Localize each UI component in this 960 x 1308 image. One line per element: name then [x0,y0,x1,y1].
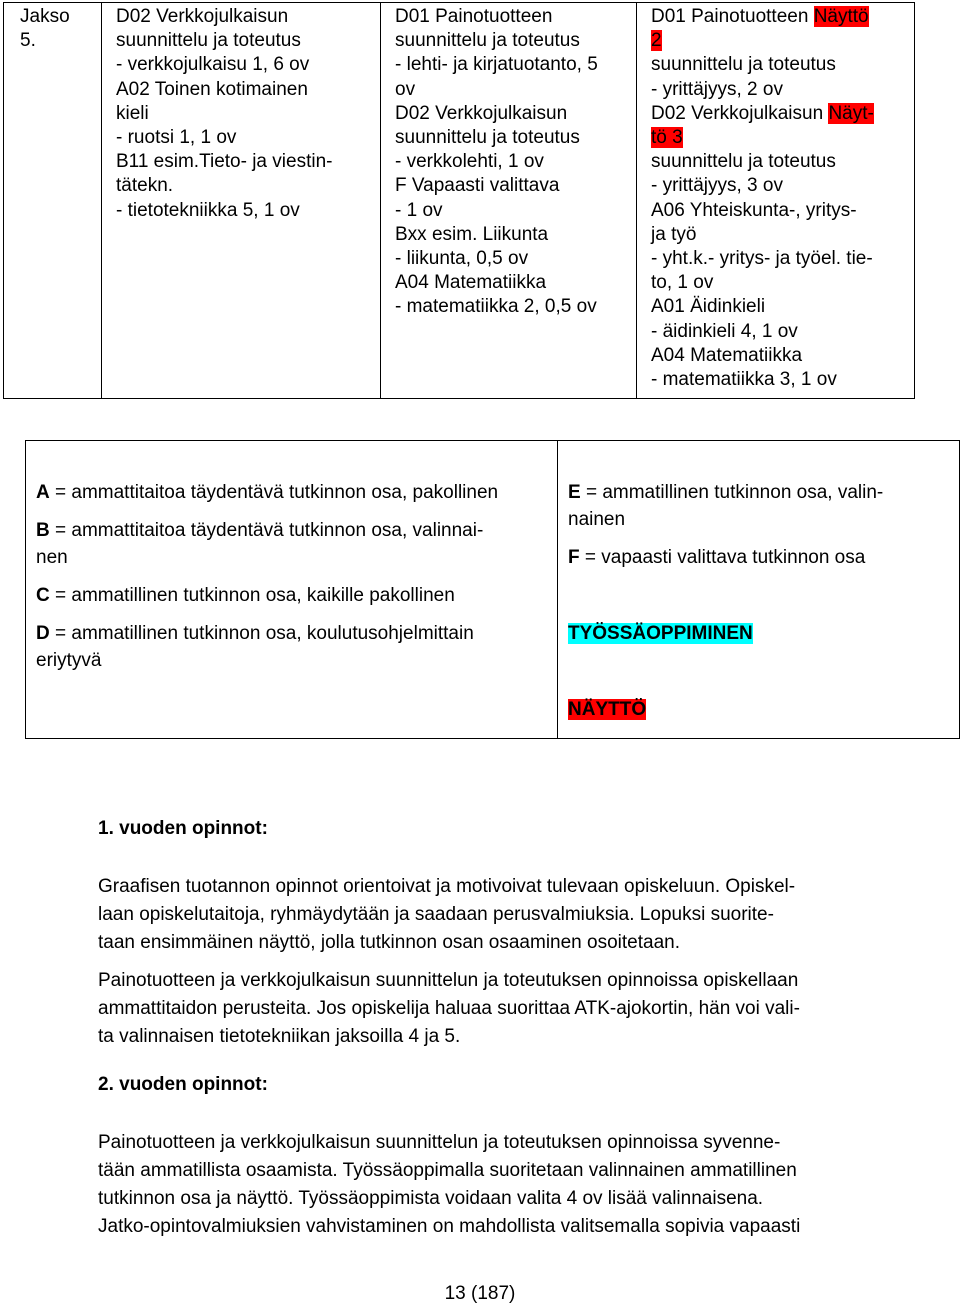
course-line: suunnittelu ja toteutus [651,54,836,76]
legend-item-c [36,582,557,609]
page-number: 13 (187) [444,1283,516,1304]
naytto-mark: Näyt- [828,102,874,124]
legend-text: = vapaasti valittava tutkinnon osa [579,547,866,568]
course-cell-3 [637,3,915,399]
course-line: - yht.k.- yritys- ja työel. tie- [651,248,873,270]
course-line: suunnittelu ja toteutus [116,30,301,52]
legend-text: = ammatillinen tutkinnon osa, koulutusohjelmittain [49,623,474,644]
legend-text: = ammatillinen tutkinnon osa, valin- [580,482,884,503]
naytto-mark: Näyttö [813,6,869,27]
course-line: A04 Matematiikka [395,272,547,294]
section-heading-year-1: 1. vuoden opinnot: [98,818,268,839]
legend-left-cell [26,441,558,739]
paragraph [98,967,898,1051]
tyossaoppiminen-label: TYÖSSÄOPPIMINEN [568,623,753,644]
course-line: A02 Toinen kotimainen [116,78,308,100]
course-line: to, 1 ov [651,272,714,294]
legend-text-cont: nen [36,547,68,568]
legend-text: = ammatillinen tutkinnon osa, kaikille pakollinen [49,585,455,606]
course-line: ov [395,78,416,100]
tyossaoppiminen-legend [568,620,959,647]
legend-right-cell [558,441,960,739]
legend-key: D [36,623,50,644]
course-line: suunnittelu ja toteutus [395,127,580,149]
course-line: ja työ [651,223,697,245]
course-line: - matematiikka 3, 1 ov [651,369,837,391]
legend-item-d [36,620,557,647]
period-cell [4,3,102,399]
course-line: - lehti- ja kirjatuotanto, 5 [395,54,598,76]
paragraph-line: tutkinnon osa ja näyttö. Työssäoppimista voidaan valita 4 ov lisää valinnaisena. [98,1188,764,1209]
period-label: Jakso [20,6,70,27]
course-line [651,29,914,53]
legend-key: A [36,482,50,503]
course-cell-2 [381,3,637,399]
paragraph [98,873,898,957]
paragraph-line: ammattitaidon perusteita. Jos opiskelija haluaa suorittaa ATK-ajokortin, hän voi vali- [98,998,800,1019]
course-line: F Vapaasti valittava [395,175,560,197]
course-line: D02 Verkkojulkaisun [116,6,289,27]
course-line [651,5,914,29]
legend-item-f [568,544,959,571]
course-line: - verkkolehti, 1 ov [395,151,544,173]
paragraph-line: taan ensimmäinen näyttö, jolla tutkinnon osan osaaminen osoitetaan. [98,932,680,953]
naytto-label: NÄYTTÖ [568,699,647,720]
course-line: D02 Verkkojulkaisun [395,102,568,124]
paragraph-line: Jatko-opintovalmiuksien vahvistaminen on mahdollista valitsemalla sopivia vapaasti [98,1216,801,1237]
course-line: - tietotekniikka 5, 1 ov [116,199,300,221]
paragraph [98,1129,898,1241]
paragraph-line: Painotuotteen ja verkkojulkaisun suunnittelun ja toteutuksen opinnoissa opiskellaan [98,970,799,991]
course-line [651,102,914,126]
course-line: - liikunta, 0,5 ov [395,248,529,270]
course-line: tätekn. [116,175,174,197]
legend-item-e [568,479,959,506]
course-line: - yrittäjyys, 3 ov [651,175,783,197]
legend-item-b [36,517,557,544]
course-line: kieli [116,102,149,124]
legend-item-a [36,479,557,506]
course-line: - äidinkieli 4, 1 ov [651,320,798,342]
section-heading-year-2: 2. vuoden opinnot: [98,1074,268,1095]
paragraph-line: tään ammatillista osaamista. Työssäoppimalla suoritetaan valinnainen ammatillinen [98,1160,797,1181]
legend-table [25,440,960,739]
course-line: - ruotsi 1, 1 ov [116,127,237,149]
legend-key: B [36,520,50,541]
body-text [98,815,898,1241]
study-schedule-table [3,2,915,399]
course-line: suunnittelu ja toteutus [651,151,836,173]
naytto-mark: tö 3 [651,127,683,149]
course-text: D01 Painotuotteen [651,6,814,27]
period-number: 5. [20,30,36,52]
course-line: Bxx esim. Liikunta [395,223,549,245]
course-line: suunnittelu ja toteutus [395,30,580,52]
legend-key: C [36,585,50,606]
legend-row [26,441,960,739]
legend-text-cont: eriytyvä [36,650,102,671]
course-line: A06 Yhteiskunta-, yritys- [651,199,857,221]
course-line: B11 esim.Tieto- ja viestin- [116,151,333,173]
paragraph-line: Painotuotteen ja verkkojulkaisun suunnittelun ja toteutuksen opinnoissa syvenne- [98,1132,781,1153]
course-line: - yrittäjyys, 2 ov [651,78,783,100]
legend-text: = ammattitaitoa täydentävä tutkinnon osa, pakollinen [49,482,499,503]
schedule-row [4,3,915,399]
course-line [651,126,914,150]
course-line: - 1 ov [395,199,443,221]
course-line: D01 Painotuotteen [395,6,553,27]
legend-key: E [568,482,581,503]
legend-text: = ammattitaitoa täydentävä tutkinnon osa, valinnai- [49,520,484,541]
course-line: A01 Äidinkieli [651,296,766,318]
legend-text-cont: nainen [568,509,626,530]
paragraph-line: laan opiskelutaitoja, ryhmäydytään ja saadaan perusvalmiuksia. Lopuksi suorite- [98,904,774,925]
course-line: - matematiikka 2, 0,5 ov [395,296,597,318]
course-text: D02 Verkkojulkaisun [651,102,829,124]
paragraph-line: Graafisen tuotannon opinnot orientoivat ja motivoivat tulevaan opiskeluun. Opiskel- [98,876,796,897]
paragraph-line: ta valinnaisen tietotekniikan jaksoilla 4 ja 5. [98,1026,461,1047]
legend-key: F [568,547,580,568]
course-line: - verkkojulkaisu 1, 6 ov [116,54,310,76]
course-cell-1 [102,3,381,399]
naytto-mark: 2 [651,30,662,52]
course-line: A04 Matematiikka [651,344,803,366]
naytto-legend [568,696,959,723]
